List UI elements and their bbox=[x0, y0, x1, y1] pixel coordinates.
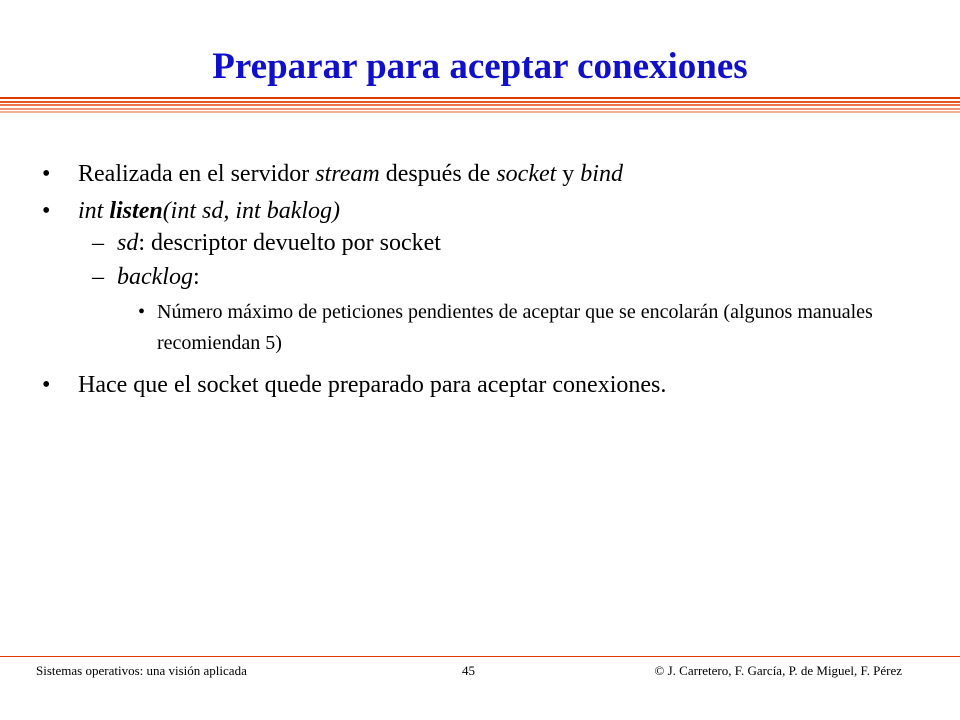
param-name-backlog: backlog bbox=[117, 264, 193, 290]
sub-sub-bullet-backlog-description bbox=[42, 297, 877, 359]
param-colon: : bbox=[192, 264, 200, 290]
dash-marker: – bbox=[92, 230, 104, 256]
backlog-description-text: Número máximo de peticiones pendientes de aceptar que se encolarán (algunos manuales recomiendan 5) bbox=[157, 301, 873, 354]
param-name-sd: sd bbox=[117, 230, 139, 256]
bullet-text-part: después de bbox=[379, 161, 497, 187]
footer-page-number: 45 bbox=[462, 663, 475, 678]
bullet-marker: • bbox=[42, 161, 51, 187]
bullet-marker: • bbox=[42, 372, 51, 398]
sub-bullet-backlog bbox=[42, 260, 932, 295]
code-signature bbox=[78, 198, 340, 224]
bullet-marker: • bbox=[138, 301, 146, 323]
code-return-type: int bbox=[78, 198, 110, 224]
footer-copyright: © J. Carretero, F. García, P. de Miguel, F. Pérez bbox=[654, 663, 902, 678]
dash-marker: – bbox=[92, 264, 104, 290]
footer-book-title: Sistemas operativos: una visión aplicada bbox=[36, 663, 247, 678]
slide-body bbox=[42, 158, 932, 406]
sub-bullet-sd bbox=[42, 226, 932, 261]
bullet-marker: • bbox=[42, 198, 51, 224]
bullet-text-italic-stream: stream bbox=[315, 161, 380, 187]
bullet-text-italic-bind: bind bbox=[580, 161, 623, 187]
footer-rule bbox=[0, 656, 960, 657]
code-function-name: listen bbox=[109, 198, 163, 224]
bullet-text: Hace que el socket quede preparado para aceptar conexiones. bbox=[78, 372, 667, 398]
title-underline-rule bbox=[0, 97, 960, 116]
bullet-item-socket-preparado bbox=[42, 369, 932, 401]
bullet-text-italic-socket: socket bbox=[496, 161, 557, 187]
bullet-text-part: y bbox=[556, 161, 581, 187]
slide-title: Preparar para aceptar conexiones bbox=[212, 46, 748, 87]
bullet-item-listen-signature bbox=[42, 195, 932, 227]
param-description: : descriptor devuelto por socket bbox=[138, 230, 441, 256]
bullet-item-servidor-stream bbox=[42, 158, 932, 190]
bullet-text-part: Realizada en el servidor bbox=[78, 161, 316, 187]
code-parameters: (int sd, int baklog) bbox=[162, 198, 341, 224]
